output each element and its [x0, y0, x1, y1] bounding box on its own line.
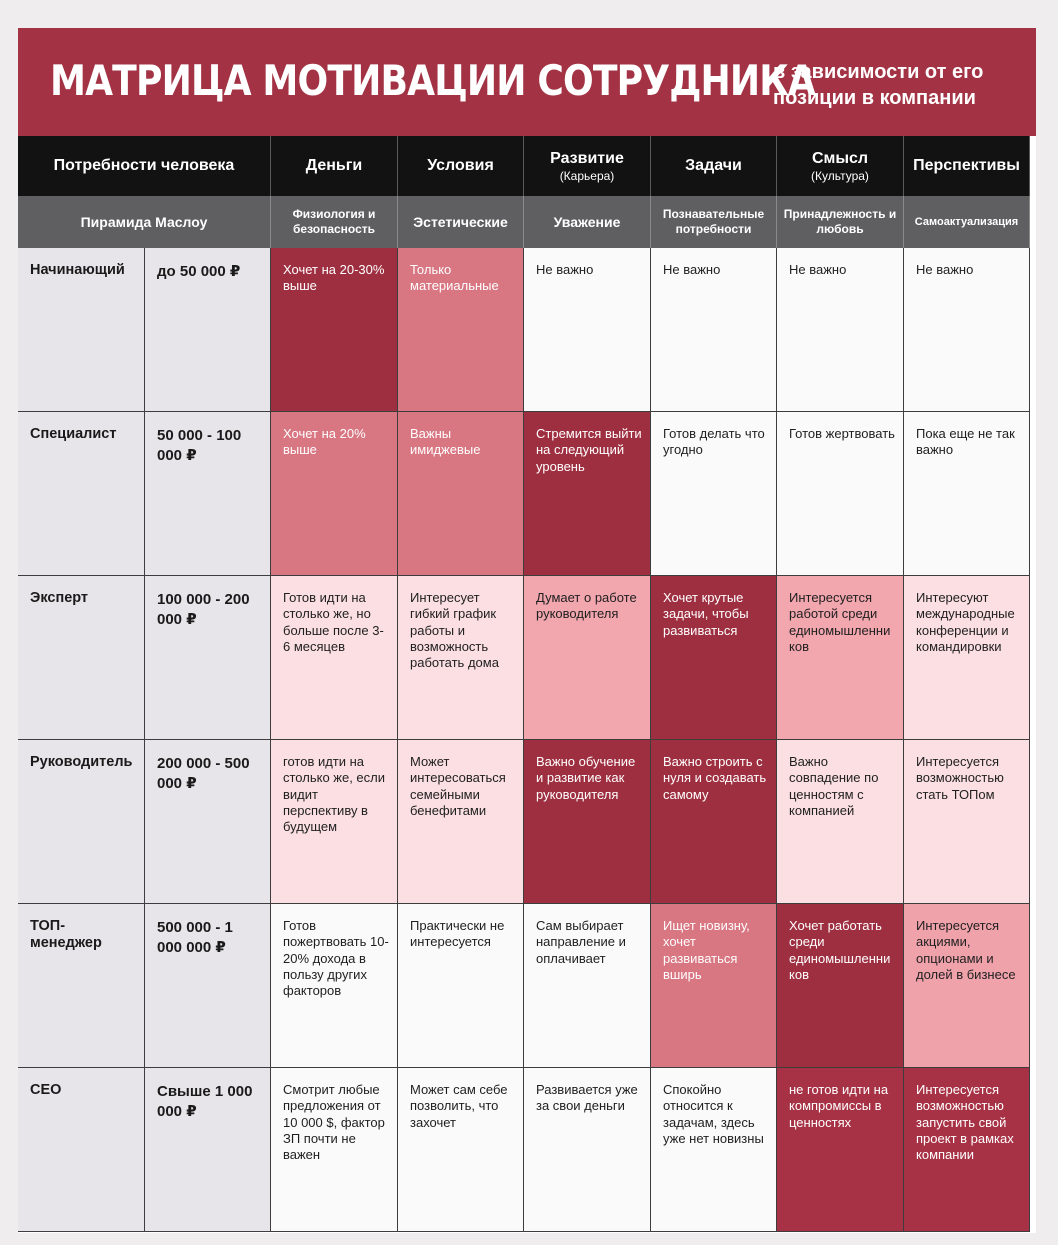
matrix-cell: Интересуется возможностью стать ТОПом	[904, 740, 1030, 904]
matrix-cell: Хочет на 20-30% выше	[271, 248, 398, 412]
matrix-cell: Может интересоваться семейными бенефитами	[398, 740, 524, 904]
header-sublabel: (Культура)	[811, 168, 869, 183]
matrix-cell: Не важно	[524, 248, 651, 412]
subheader-belonging: Принадлежность и любовь	[777, 196, 904, 248]
matrix-cell: Важно обучение и развитие как руководителя	[524, 740, 651, 904]
matrix-cell: Ищет новизну, хочет развиваться вширь	[651, 904, 777, 1068]
motivation-matrix-sheet	[18, 28, 1036, 1233]
matrix-cell: Стремится выйти на следующий уровень	[524, 412, 651, 576]
matrix-cell: Интересуют международные конференции и командировки	[904, 576, 1030, 740]
row-level-label: CEO	[18, 1068, 145, 1232]
header-label: Перспективы	[913, 157, 1020, 174]
matrix-cell: Практически не интересуется	[398, 904, 524, 1068]
matrix-cell: Хочет крутые задачи, чтобы развиваться	[651, 576, 777, 740]
header-needs	[18, 136, 271, 196]
matrix-cell: Спокойно относится к задачам, здесь уже нет новизны	[651, 1068, 777, 1232]
row-salary: 500 000 - 1 000 000 ₽	[145, 904, 271, 1068]
matrix-cell: Не важно	[904, 248, 1030, 412]
header-label: Смысл	[811, 149, 869, 167]
matrix-cell: Не важно	[651, 248, 777, 412]
matrix-cell: Важны имиджевые	[398, 412, 524, 576]
header-label: Условия	[427, 157, 494, 174]
matrix-cell: Интересуется работой среди единомышленников	[777, 576, 904, 740]
header-money	[271, 136, 398, 196]
matrix-cell: Сам выбирает направление и оплачивает	[524, 904, 651, 1068]
row-salary: до 50 000 ₽	[145, 248, 271, 412]
matrix-cell: Готов жертвовать	[777, 412, 904, 576]
matrix-cell: Думает о работе руководителя	[524, 576, 651, 740]
header-sublabel: (Карьера)	[559, 168, 615, 183]
matrix-table	[18, 136, 1030, 1232]
matrix-cell: Только материальные	[398, 248, 524, 412]
matrix-cell: Хочет работать среди единомышленников	[777, 904, 904, 1068]
matrix-cell: Готов делать что угодно	[651, 412, 777, 576]
row-level-label: Начинающий	[18, 248, 145, 412]
row-level-label: Руководитель	[18, 740, 145, 904]
row-salary: 100 000 - 200 000 ₽	[145, 576, 271, 740]
matrix-cell: Интересует гибкий график работы и возможность работать дома	[398, 576, 524, 740]
matrix-cell: Может сам себе позволить, что захочет	[398, 1068, 524, 1232]
matrix-cell: готов идти на столько же, если видит перспективу в будущем	[271, 740, 398, 904]
header-meaning	[777, 136, 904, 196]
header-development	[524, 136, 651, 196]
page-subtitle: в зависимости от его позиции в компании	[773, 61, 984, 109]
matrix-cell: Пока еще не так важно	[904, 412, 1030, 576]
matrix-cell: Важно совпадение по ценностям с компанией	[777, 740, 904, 904]
page-title: МАТРИЦА МОТИВАЦИИ СОТРУДНИКА	[50, 56, 816, 105]
matrix-cell: Готов идти на столько же, но больше после 3-6 месяцев	[271, 576, 398, 740]
row-salary: Свыше 1 000 000 ₽	[145, 1068, 271, 1232]
header-label: Деньги	[305, 157, 363, 174]
title-banner	[18, 28, 1036, 136]
row-level-label: Эксперт	[18, 576, 145, 740]
row-level-label: ТОП-менеджер	[18, 904, 145, 1068]
header-perspectives	[904, 136, 1030, 196]
matrix-cell: Интересуется акциями, опционами и долей в бизнесе	[904, 904, 1030, 1068]
subheader-cognitive: Познавательные потребности	[651, 196, 777, 248]
row-salary: 200 000 - 500 000 ₽	[145, 740, 271, 904]
row-level-label: Специалист	[18, 412, 145, 576]
matrix-cell: Важно строить с нуля и создавать самому	[651, 740, 777, 904]
header-tasks	[651, 136, 777, 196]
matrix-cell: Смотрит любые предложения от 10 000 $, фактор ЗП почти не важен	[271, 1068, 398, 1232]
matrix-cell: Хочет на 20% выше	[271, 412, 398, 576]
subheader-physiology: Физиология и безопасность	[271, 196, 398, 248]
header-label: Задачи	[685, 157, 742, 174]
subheader-self-actualization: Самоактуализация	[904, 196, 1030, 248]
header-needs-label: Потребности человека	[53, 157, 235, 174]
matrix-cell: Не важно	[777, 248, 904, 412]
subheader-aesthetic: Эстетические	[398, 196, 524, 248]
subheader-pyramid: Пирамида Маслоу	[18, 196, 271, 248]
matrix-cell: не готов идти на компромиссы в ценностях	[777, 1068, 904, 1232]
matrix-cell: Развивается уже за свои деньги	[524, 1068, 651, 1232]
matrix-cell: Интересуется возможностью запустить свой проект в рамках компании	[904, 1068, 1030, 1232]
header-label: Развитие	[550, 149, 624, 167]
matrix-cell: Готов пожертвовать 10-20% дохода в пользу других факторов	[271, 904, 398, 1068]
subheader-respect: Уважение	[524, 196, 651, 248]
row-salary: 50 000 - 100 000 ₽	[145, 412, 271, 576]
header-conditions	[398, 136, 524, 196]
